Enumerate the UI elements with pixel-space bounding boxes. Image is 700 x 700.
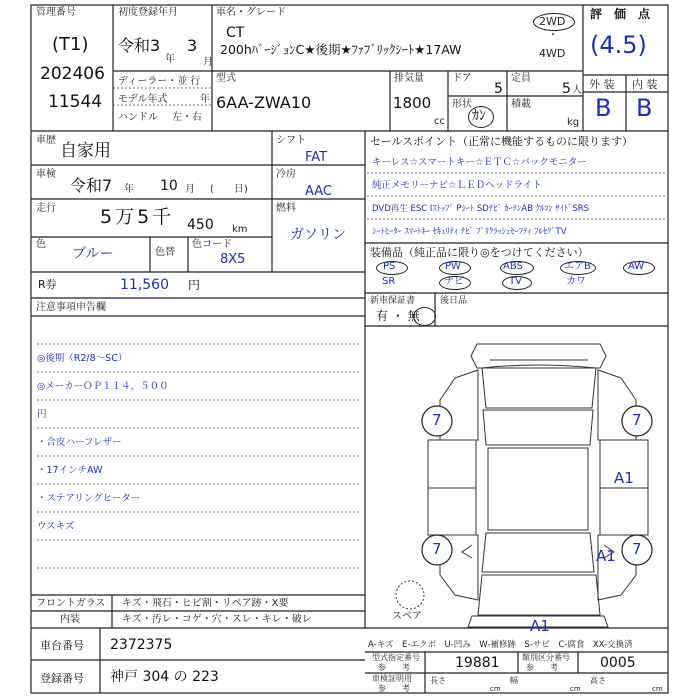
rear-bumper	[471, 344, 606, 368]
cert-sub: 参 考	[378, 684, 410, 693]
equipment-airbag: エアB	[564, 261, 591, 272]
sales-points-title: セールスポイント（正常に機能するものに限ります）	[370, 135, 634, 148]
equipment-aw: AW	[628, 261, 645, 272]
roof	[488, 448, 588, 530]
handle-label: ハンドル	[118, 112, 158, 123]
history-label: 車歴	[36, 135, 56, 146]
damage-mark: A1	[596, 547, 616, 565]
damage-mark: A1	[530, 617, 550, 635]
shift-label: シフト	[276, 135, 306, 146]
inspection-label: 車検	[36, 169, 56, 180]
equipment-navi: ナビ	[444, 276, 464, 287]
chassis-label: 車台番号	[40, 639, 84, 652]
drive-4wd: 4WD	[539, 47, 566, 60]
score-label: 評 価 点	[590, 7, 651, 21]
kanri-number-2: 11544	[48, 92, 103, 112]
registration-label: 登録番号	[40, 672, 84, 685]
fuel-value: ガソリン	[290, 227, 346, 243]
displacement-value: 1800	[393, 94, 432, 112]
fuel-label: 燃料	[276, 203, 296, 214]
equipment-tv: TV	[509, 276, 522, 287]
length-label: 長さ	[430, 676, 446, 685]
inspection-month-unit: 月	[185, 184, 195, 195]
type-ref-sub: 参 考	[378, 663, 410, 672]
damage-mark: A1	[614, 469, 634, 487]
shodo-year-unit: 年	[165, 54, 175, 65]
spare-tire	[396, 581, 424, 609]
color-change-label: 色替	[155, 247, 175, 258]
doors-label: ドア	[452, 73, 472, 84]
score-value: (4.5)	[590, 31, 647, 59]
left-mirror	[462, 545, 472, 558]
equipment-abs: ABS	[503, 261, 523, 272]
shift-value: FAT	[305, 150, 328, 165]
cooling-label: 冷房	[276, 169, 296, 180]
cooling-value: AAC	[305, 184, 332, 199]
note-line: ◎メーカーＯＰ１１４，５００	[37, 381, 169, 392]
type-label: 型式	[216, 73, 236, 84]
note-line: ◎後期（R2/8〜SC）	[37, 353, 128, 364]
sales-point-line: ｼｰﾄﾋｰﾀｰ ｽﾏｰﾄｷｰ ｾｷｭﾘﾃｨ ﾅﾋﾞ ﾌﾟﾘｸﾗｯｼｭｾｰﾌﾃｨ ﾌﾙｾｸﾞTV	[372, 227, 567, 237]
front-glass-label: フロントガラス	[36, 598, 106, 609]
damage-mark: 7	[432, 540, 442, 558]
rear-window	[483, 410, 593, 445]
color-code-value: 8X5	[220, 252, 246, 267]
damage-mark: 7	[632, 540, 642, 558]
type-ref-value: 19881	[455, 655, 500, 671]
damage-mark: 7	[432, 411, 442, 429]
mileage-label: 走行	[36, 203, 56, 214]
dealer-label: ディーラー・並 行	[118, 76, 201, 87]
equipment-title: 装備品（純正品に限り◎をつけてください）	[370, 246, 589, 259]
trunk	[482, 365, 596, 408]
drive-dot: ・	[548, 30, 558, 41]
class-ref-sub: 参 考	[526, 663, 558, 672]
later-items-label: 後日品	[440, 296, 468, 306]
exterior-grade: B	[595, 94, 612, 122]
equipment-sr: SR	[382, 276, 396, 287]
shape-value: ｶﾝ	[472, 108, 486, 124]
color-code-label: 色コード	[192, 239, 232, 250]
equipment-leather: カワ	[566, 276, 586, 287]
kanri-code: (T1)	[52, 34, 89, 55]
drive-2wd: 2WD	[539, 15, 566, 28]
shodo-era: 令和3	[118, 36, 161, 55]
shodo-label: 初度登録年月	[118, 7, 178, 18]
height-unit: cm	[652, 685, 663, 693]
mileage-value: 5万5千	[100, 206, 175, 228]
exterior-label: 外 装	[589, 78, 615, 91]
capacity-value: 5	[562, 81, 571, 97]
r-ticket-label: R券	[38, 278, 57, 291]
model-year-unit: 年	[200, 94, 210, 105]
notes-title: 注意事項申告欄	[36, 302, 106, 313]
load-label: 積載	[511, 99, 531, 110]
load-unit: kg	[567, 117, 580, 128]
chassis-value: 2372375	[110, 637, 173, 653]
car-grade: 200hﾊﾞｰｼﾞｮﾝC★後期★ﾌｧﾌﾞﾘｯｸｼｰﾄ★17AW	[220, 42, 462, 57]
name-label: 車名・グレード	[216, 7, 286, 18]
shape-label: 形状	[452, 99, 472, 110]
cert-label: 車検証明用	[372, 674, 412, 683]
height-label: 高さ	[590, 676, 606, 685]
car-name: CT	[226, 25, 245, 41]
inspection-day: ( 日)	[210, 184, 248, 195]
capacity-label: 定員	[511, 73, 531, 84]
r-ticket-unit: 円	[188, 278, 201, 292]
sales-point-line: DVD再生 ESC Iｽﾄｯﾌﾟ Pｼｰﾄ SDﾅﾋﾞ ｶｰﾃﾝAB ｸﾙｺﾝ ｻｲﾄﾞSRS	[372, 204, 590, 214]
interior-damage-options: キズ・汚レ・コゲ・穴・スレ・キレ・破レ	[122, 614, 312, 625]
spare-label: スペア	[392, 611, 422, 622]
warranty-label: 新車保証書	[370, 296, 416, 306]
note-line: ・ステアリングヒーター	[37, 493, 141, 504]
r-ticket-value: 11,560	[120, 277, 169, 293]
interior-label: 内 装	[632, 78, 658, 91]
damage-mark: 7	[632, 411, 642, 429]
model-year-label: モデル年式	[118, 94, 168, 105]
color-label: 色	[36, 239, 46, 250]
interior-damage-label: 内装	[60, 614, 80, 625]
length-unit: cm	[490, 685, 501, 693]
kanri-number-1: 202406	[40, 64, 105, 84]
class-ref-label: 類別区分番号	[522, 653, 570, 662]
note-line: ・17インチAW	[37, 465, 103, 476]
inspection-era: 令和7	[70, 176, 113, 195]
capacity-unit: 人	[572, 85, 582, 96]
note-line: 円	[37, 409, 47, 420]
equipment-ps: PS	[383, 261, 396, 272]
handle-options: 左・右	[172, 112, 202, 123]
displacement-label: 排気量	[394, 73, 424, 84]
inspection-month: 10	[160, 178, 178, 194]
hood	[478, 575, 600, 615]
history-value: 自家用	[60, 141, 111, 161]
kanri-label: 管理番号	[36, 7, 76, 18]
doors-value: 5	[494, 81, 503, 97]
mileage-extra: 450	[187, 217, 214, 233]
mileage-unit: km	[232, 224, 248, 235]
windshield	[482, 533, 594, 572]
equipment-pw: PW	[445, 261, 461, 272]
inspection-year-unit: 年	[124, 184, 134, 195]
color-value: ブルー	[72, 246, 114, 262]
damage-legend: A-キズ E-エクボ U-凹み W-補修跡 S-サビ C-腐食 XX-交換済	[368, 640, 633, 650]
note-line: ・合皮ハーフレザー	[37, 437, 122, 448]
shodo-month: 3	[187, 36, 198, 55]
sales-point-line: キーレス☆スマートキー☆ＥＴＣ☆バックモニター	[372, 157, 587, 168]
displacement-unit: cc	[434, 116, 445, 127]
class-ref-value: 0005	[600, 655, 636, 671]
interior-grade: B	[636, 94, 653, 122]
shodo-month-unit: 月	[203, 57, 213, 68]
type-ref-label: 型式指定番号	[372, 653, 420, 662]
width-label: 幅	[510, 676, 518, 685]
width-unit: cm	[570, 685, 581, 693]
front-glass-options: キズ・飛石・ヒビ割・リペア跡・X要	[122, 598, 289, 609]
registration-value: 神戸 304 の 223	[110, 669, 219, 685]
note-line: ウスキズ	[37, 521, 75, 532]
warranty-value: 有 ・ 無	[376, 309, 420, 323]
type-value: 6AA-ZWA10	[216, 93, 312, 112]
sales-point-line: 純正メモリーナビ☆ＬＥＤヘッドライト	[372, 180, 542, 191]
